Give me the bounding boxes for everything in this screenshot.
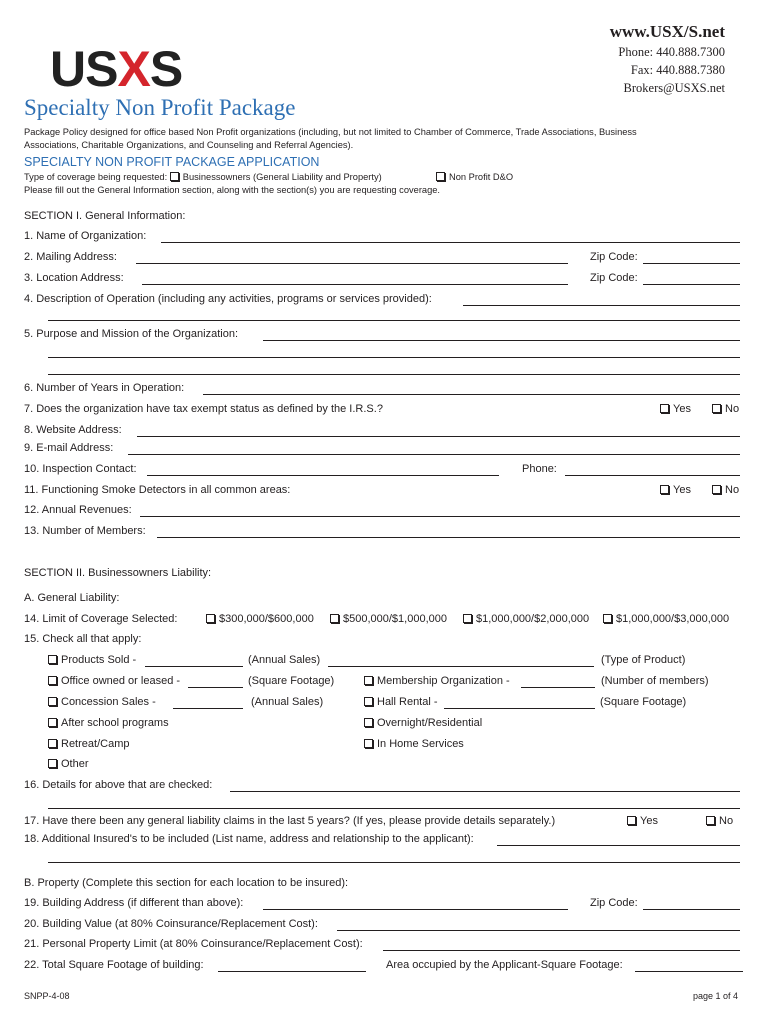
checkbox-icon[interactable]	[436, 172, 445, 181]
type-of-product-label: (Type of Product)	[601, 654, 686, 666]
application-title: SPECIALTY NON PROFIT PACKAGE APPLICATION	[24, 155, 320, 169]
mission-field-2[interactable]	[48, 357, 740, 358]
page-number: page 1 of 4	[692, 991, 738, 1001]
additional-insured-field-2[interactable]	[48, 862, 740, 863]
coverage-type-row	[24, 172, 382, 182]
limit-3-label: $1,000,000/$2,000,000	[476, 613, 590, 625]
office-label: Office owned or leased -	[61, 675, 181, 687]
page-title: Specialty Non Profit Package	[24, 95, 296, 120]
membership-count-field[interactable]	[521, 687, 595, 688]
number-of-members-label: (Number of members)	[601, 675, 709, 687]
checkbox-icon[interactable]	[660, 485, 669, 494]
area-occupied-field[interactable]	[635, 971, 743, 972]
no-label: No	[719, 815, 734, 827]
q21-label: 21. Personal Property Limit (at 80% Coinsurance/Replacement Cost):	[24, 938, 363, 950]
intro-line-2: Associations, Charitable Organizations, and Counseling and Referral Agencies).	[24, 140, 354, 150]
company-logo	[50, 40, 183, 97]
membership-option[interactable]	[364, 675, 510, 687]
checkbox-icon[interactable]	[603, 614, 612, 623]
checkbox-icon[interactable]	[48, 739, 57, 748]
zip-label-building: Zip Code:	[590, 897, 638, 909]
after-school-option[interactable]	[48, 717, 169, 729]
membership-label: Membership Organization -	[377, 675, 510, 687]
checkbox-businessowners[interactable]	[170, 172, 382, 182]
q16-label: 16. Details for above that are checked:	[24, 779, 213, 791]
yes-label: Yes	[673, 403, 691, 415]
additional-insured-field[interactable]	[497, 845, 740, 846]
hall-rental-option[interactable]	[364, 696, 438, 708]
coverage-type-label: Type of coverage being requested:	[24, 172, 168, 182]
mission-field[interactable]	[263, 340, 740, 341]
years-in-operation-field[interactable]	[203, 394, 740, 395]
q11-label: 11. Functioning Smoke Detectors in all common areas:	[24, 484, 291, 496]
q18-label: 18. Additional Insured's to be included (List name, address and relationship to the applicant):	[24, 833, 474, 845]
number-of-members-field[interactable]	[157, 537, 740, 538]
retreat-option[interactable]	[48, 738, 129, 750]
q13-label: 13. Number of Members:	[24, 525, 146, 537]
email-field[interactable]	[128, 454, 740, 455]
limit-option-3[interactable]	[463, 613, 589, 625]
q2-label: 2. Mailing Address:	[24, 251, 117, 263]
checkbox-icon[interactable]	[463, 614, 472, 623]
subsection-a-heading: A. General Liability:	[24, 592, 120, 604]
checkbox-icon[interactable]	[330, 614, 339, 623]
logo-letters-us: US	[50, 41, 118, 97]
checkbox-icon[interactable]	[364, 676, 373, 685]
website-link[interactable]: www.USX/S.net	[609, 22, 725, 41]
subsection-b-heading: B. Property (Complete this section for each location to be insured):	[24, 877, 349, 889]
tax-exempt-no[interactable]	[712, 403, 739, 415]
location-zip-field[interactable]	[643, 284, 740, 285]
q12-label: 12. Annual Revenues:	[24, 504, 132, 516]
in-home-option[interactable]	[364, 738, 464, 750]
section-2-heading: SECTION II. Businessowners Liability:	[24, 567, 212, 579]
operation-description-field[interactable]	[463, 305, 740, 306]
checkbox-icon[interactable]	[660, 404, 669, 413]
q8-label: 8. Website Address:	[24, 424, 122, 436]
checkbox-nonprofit-do[interactable]	[436, 172, 513, 182]
checkbox-icon[interactable]	[364, 718, 373, 727]
checkbox-icon[interactable]	[627, 816, 636, 825]
checkbox-icon[interactable]	[170, 172, 179, 181]
q3-label: 3. Location Address:	[24, 272, 124, 284]
logo-letter-x: X	[117, 41, 150, 97]
q6-label: 6. Number of Years in Operation:	[24, 382, 185, 394]
building-address-field[interactable]	[263, 909, 568, 910]
other-option[interactable]	[48, 758, 89, 770]
claims-yes[interactable]	[627, 815, 658, 827]
area-occupied-label: Area occupied by the Applicant-Square Footage:	[386, 959, 623, 971]
mission-field-3[interactable]	[48, 374, 740, 375]
personal-property-field[interactable]	[383, 950, 740, 951]
mailing-zip-field[interactable]	[643, 263, 740, 264]
coverage-option-do: Non Profit D&O	[449, 172, 514, 182]
q7-label: 7. Does the organization have tax exempt status as defined by the I.R.S.?	[24, 403, 383, 415]
hall-square-footage-field[interactable]	[444, 708, 595, 709]
q5-label: 5. Purpose and Mission of the Organization:	[24, 328, 239, 340]
office-square-footage-field[interactable]	[188, 687, 243, 688]
form-code: SNPP-4-08	[24, 991, 70, 1001]
concession-sales-field[interactable]	[173, 708, 243, 709]
building-zip-field[interactable]	[643, 909, 740, 910]
inspection-contact-field[interactable]	[147, 475, 499, 476]
zip-label-location: Zip Code:	[590, 272, 638, 284]
yes-label: Yes	[673, 484, 691, 496]
yes-label: Yes	[640, 815, 658, 827]
products-annual-sales-field[interactable]	[145, 666, 243, 667]
overnight-option[interactable]	[364, 717, 482, 729]
in-home-label: In Home Services	[377, 738, 464, 750]
contact-fax: Fax: 440.888.7380	[630, 63, 725, 77]
no-label: No	[725, 484, 740, 496]
limit-option-2[interactable]	[330, 613, 447, 625]
annual-sales-label: (Annual Sales)	[248, 654, 321, 666]
operation-description-field-2[interactable]	[48, 320, 740, 321]
q17-label: 17. Have there been any general liability claims in the last 5 years? (If yes, please provide details separately.)	[24, 815, 556, 827]
checkbox-icon[interactable]	[706, 816, 715, 825]
mailing-address-field[interactable]	[136, 263, 568, 264]
q14-label: 14. Limit of Coverage Selected:	[24, 613, 178, 625]
organization-name-field[interactable]	[161, 242, 740, 243]
building-value-field[interactable]	[337, 930, 740, 931]
website-field[interactable]	[137, 436, 740, 437]
claims-no[interactable]	[706, 815, 733, 827]
other-label: Other	[61, 758, 89, 770]
square-footage-label: (Square Footage)	[248, 675, 335, 687]
checkbox-icon[interactable]	[712, 404, 721, 413]
inspection-phone-field[interactable]	[565, 475, 740, 476]
checkbox-icon[interactable]	[712, 485, 721, 494]
products-sold-label: Products Sold -	[61, 654, 137, 666]
zip-label-mailing: Zip Code:	[590, 251, 638, 263]
q1-label: 1. Name of Organization:	[24, 230, 147, 242]
office-option[interactable]	[48, 675, 180, 687]
details-field[interactable]	[230, 791, 740, 792]
concession-label: Concession Sales -	[61, 696, 156, 708]
checkbox-icon[interactable]	[48, 655, 57, 664]
no-label: No	[725, 403, 740, 415]
concession-option[interactable]	[48, 696, 156, 708]
q10-label: 10. Inspection Contact:	[24, 463, 137, 475]
limit-2-label: $500,000/$1,000,000	[343, 613, 447, 625]
q20-label: 20. Building Value (at 80% Coinsurance/Replacement Cost):	[24, 918, 318, 930]
product-type-field[interactable]	[328, 666, 594, 667]
contact-phone: Phone: 440.888.7300	[618, 45, 725, 59]
checkbox-icon[interactable]	[48, 759, 57, 768]
checkbox-icon[interactable]	[364, 697, 373, 706]
limit-option-4[interactable]	[603, 613, 729, 625]
contact-email[interactable]: Brokers@USXS.net	[623, 81, 725, 95]
phone-label: Phone:	[522, 463, 557, 475]
coverage-option-businessowners: Businessowners (General Liability and Property)	[182, 172, 382, 182]
details-field-2[interactable]	[48, 808, 740, 809]
limit-1-label: $300,000/$600,000	[219, 613, 314, 625]
retreat-label: Retreat/Camp	[61, 738, 130, 750]
products-sold-option[interactable]	[48, 654, 136, 666]
q9-label: 9. E-mail Address:	[24, 442, 114, 454]
hall-rental-label: Hall Rental -	[377, 696, 438, 708]
q15-label: 15. Check all that apply:	[24, 633, 142, 645]
section-1-heading: SECTION I. General Information:	[24, 210, 186, 222]
total-square-footage-field[interactable]	[218, 971, 366, 972]
checkbox-icon[interactable]	[206, 614, 215, 623]
intro-line-1: Package Policy designed for office based Non Profit organizations (including, but not limited to Chamber of Commerce, Trade Associations, Business	[24, 127, 637, 137]
annual-revenues-field[interactable]	[140, 516, 740, 517]
limit-4-label: $1,000,000/$3,000,000	[616, 613, 730, 625]
q19-label: 19. Building Address (if different than above):	[24, 897, 244, 909]
checkbox-icon[interactable]	[364, 739, 373, 748]
q4-label: 4. Description of Operation (including any activities, programs or services provided):	[24, 293, 432, 305]
square-footage-label-2: (Square Footage)	[600, 696, 687, 708]
smoke-detectors-no[interactable]	[712, 484, 739, 496]
checkbox-icon[interactable]	[48, 697, 57, 706]
checkbox-icon[interactable]	[48, 676, 57, 685]
instructions-text: Please fill out the General Information section, along with the section(s) you are requesting coverage.	[24, 185, 441, 195]
smoke-detectors-yes[interactable]	[660, 484, 691, 496]
limit-option-1[interactable]	[206, 613, 314, 625]
after-school-label: After school programs	[61, 717, 169, 729]
overnight-label: Overnight/Residential	[377, 717, 483, 729]
tax-exempt-yes[interactable]	[660, 403, 691, 415]
location-address-field[interactable]	[142, 284, 568, 285]
checkbox-icon[interactable]	[48, 718, 57, 727]
logo-letter-s: S	[149, 41, 183, 97]
annual-sales-label-2: (Annual Sales)	[251, 696, 324, 708]
q22-label: 22. Total Square Footage of building:	[24, 959, 204, 971]
